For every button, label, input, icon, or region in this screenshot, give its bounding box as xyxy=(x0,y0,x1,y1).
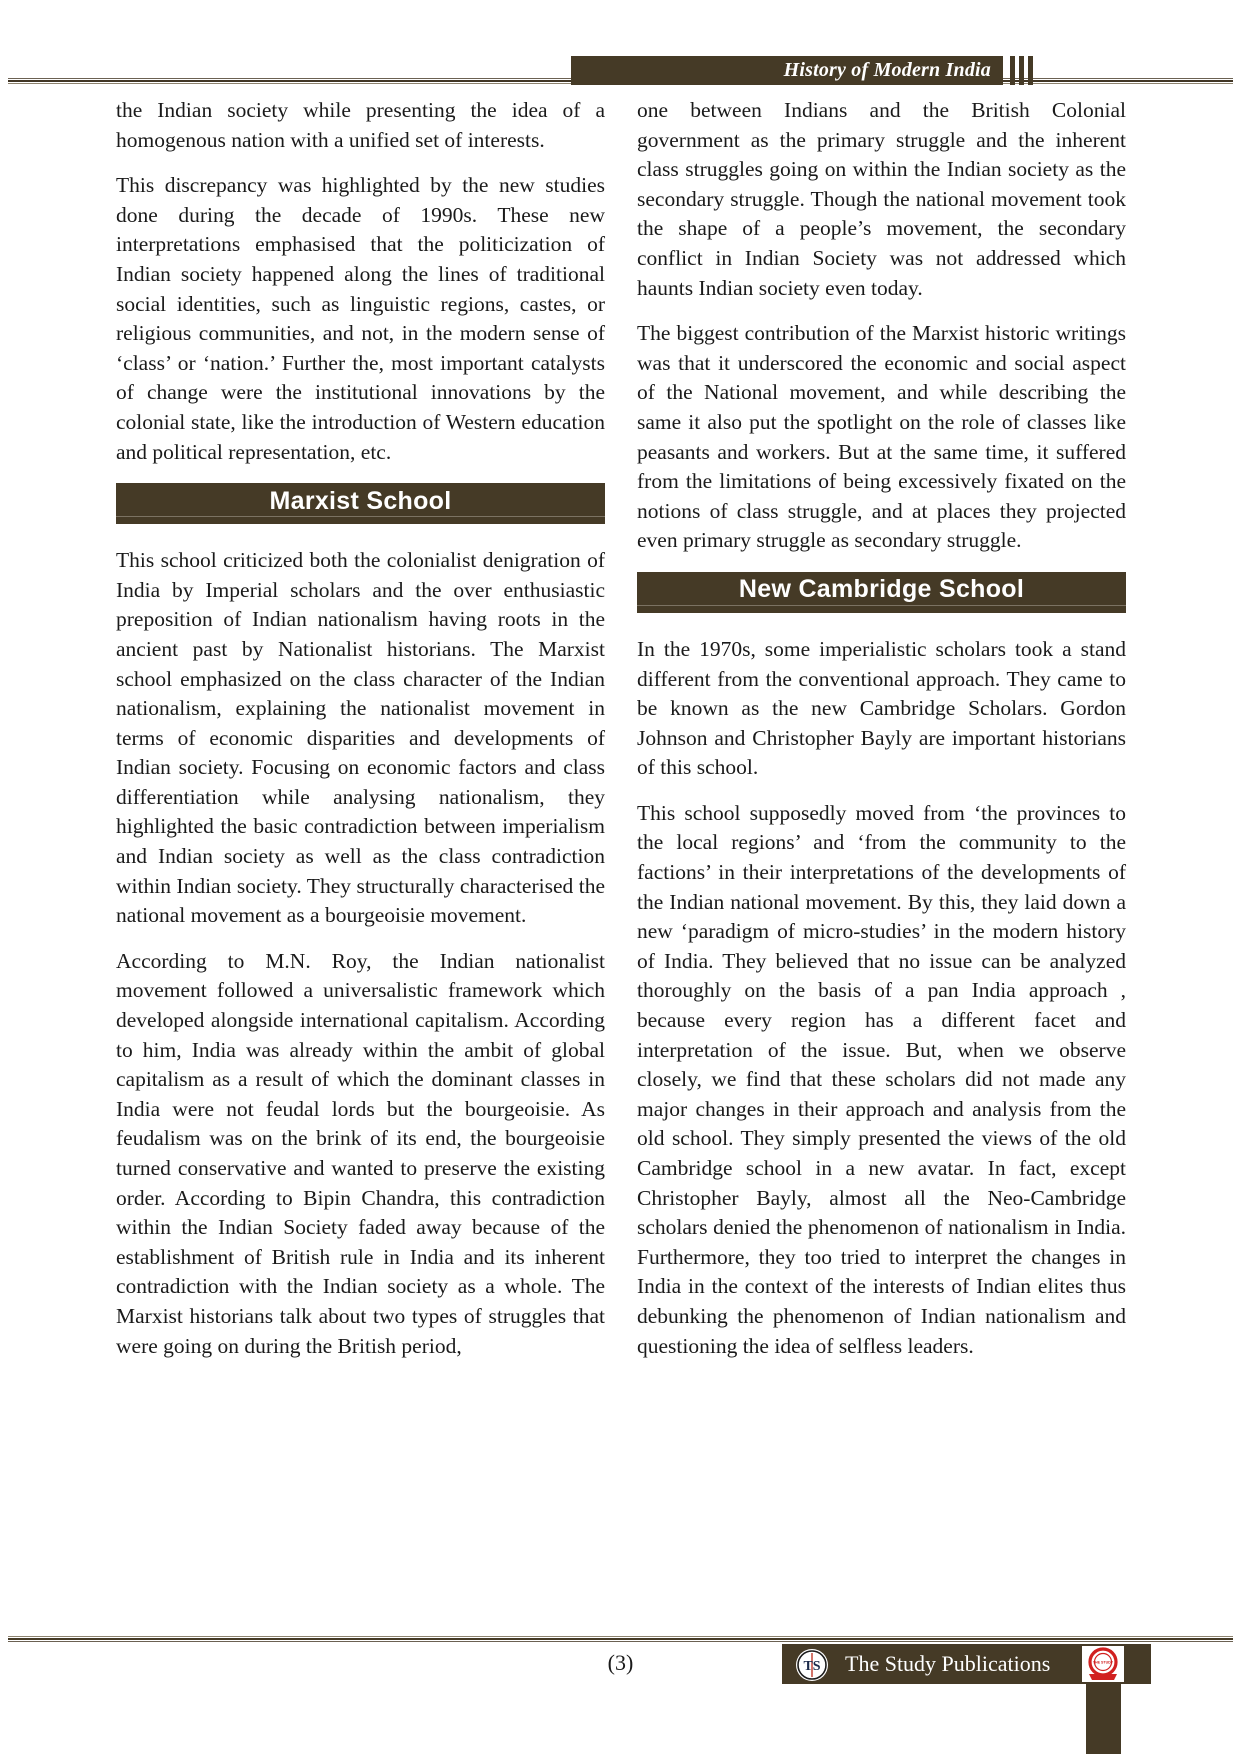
page-footer xyxy=(0,1636,1241,1754)
header-bars-decoration xyxy=(1010,56,1038,85)
publisher-name: The Study Publications xyxy=(845,1651,1051,1676)
section-heading-label: Marxist School xyxy=(269,486,452,515)
footer-corner-tab xyxy=(1086,1684,1121,1754)
page-number: (3) xyxy=(607,1650,634,1675)
paragraph: According to M.N. Roy, the Indian nationalist movement followed a universalistic framework which developed alongside international capitalism. According to him, India was already within the ambit of global capitalism as a result of which the dominant classes in India were not feudal lords but the bourgeoisie. As feudalism was on the brink of its end, the bourgeoisie turned conservative and wanted to preserve the existing order. According to Bipin Chandra, this contradiction within the Indian Society faded away because of the establishment of British rule in India and its inherent contradiction with the Indian society as a whole. The Marxist historians talk about two types of struggles that were going on during the British period, xyxy=(116,948,605,1358)
right-column xyxy=(637,96,1126,1361)
svg-text:THE STUDY: THE STUDY xyxy=(1092,1660,1114,1665)
header-bar-3 xyxy=(1028,56,1033,85)
study-seal-icon xyxy=(1082,1646,1124,1682)
section-heading-label: New Cambridge School xyxy=(738,575,1025,604)
paragraph: This discrepancy was highlighted by the new studies done during the decade of 1990s. These new interpretations emphasised that the politicization of Indian society happened along the lines of traditional social identities, such as linguistic regions, castes, or religious communities, and not, in the modern sense of ‘class’ or ‘nation.’ Further the, most important catalysts of change were the institutional innovations by the colonial state, like the introduction of Western education and political representation, etc. xyxy=(116,173,605,464)
paragraph: one between Indians and the British Colonial government as the primary struggle and the inherent class struggles going on within the Indian society as the secondary struggle. Though the national movement took the shape of a people’s movement, the secondary conflict in Indian Society was not addressed which haunts Indian society even today. xyxy=(637,98,1126,300)
page-header xyxy=(0,0,1241,96)
section-heading-new-cambridge-school xyxy=(637,572,1126,613)
ts-logo-icon xyxy=(796,1649,828,1681)
paragraph: The biggest contribution of the Marxist historic writings was that it underscored the economic and social aspect of the National movement, and while describing the same it also put the spotlight on the role of classes like peasants and workers. But at the same time, it suffered from the limitations of being excessively fixated on the notions of class struggle, and at places they projected even primary struggle as secondary struggle. xyxy=(637,321,1126,553)
section-heading-marxist-school xyxy=(116,483,605,524)
svg-text:TS: TS xyxy=(803,1659,821,1674)
paragraph: the Indian society while presenting the idea of a homogenous nation with a unified set of interests. xyxy=(116,98,605,152)
paragraph: This school supposedly moved from ‘the provinces to the local regions’ and ‘from the community to the factions’ in their interpretations of the developments of the Indian national movement. By this, they laid down a new ‘paradigm of micro-studies’ in the modern history of India. They believed that no issue can be analyzed thoroughly on the basis of a pan India approach , because every region has a different facet and interpretation of the issue. But, when we observe closely, we find that these scholars did not made any major changes in their approach and analysis from the old school. They simply presented the views of the old Cambridge school in a new avatar. In fact, except Christopher Bayly, almost all the Neo-Cambridge scholars denied the phenomenon of nationalism in India. Furthermore, they too tried to interpret the changes in India in the context of the interests of Indian elites thus debunking the phenomenon of Indian nationalism and questioning the idea of selfless leaders. xyxy=(637,800,1126,1358)
left-column xyxy=(116,96,605,1361)
page-title: History of Modern India xyxy=(783,59,991,81)
paragraph: In the 1970s, some imperialistic scholars took a stand different from the conventional approach. They came to be known as the new Cambridge Scholars. Gordon Johnson and Christopher Bayly are important historians of this school. xyxy=(637,636,1126,780)
header-title-band xyxy=(571,56,1003,85)
header-bar-2 xyxy=(1019,56,1024,85)
footer-rule xyxy=(8,1636,1233,1642)
header-bar-1 xyxy=(1010,56,1015,85)
paragraph: This school criticized both the colonialist denigration of India by Imperial scholars and the over enthusiastic preposition of Indian nationalism having roots in the ancient past by Nationalist historians. The Marxist school emphasized on the class character of the Indian nationalism, explaining the nationalist movement in terms of economic disparities and developments of Indian society. Focusing on economic factors and class differentiation while analysing nationalism, they highlighted the basic contradiction between imperialism and Indian society as well as the class contradiction within Indian society. They structurally characterised the national movement as a bourgeoisie movement. xyxy=(116,548,605,928)
page-body xyxy=(0,96,1241,1616)
